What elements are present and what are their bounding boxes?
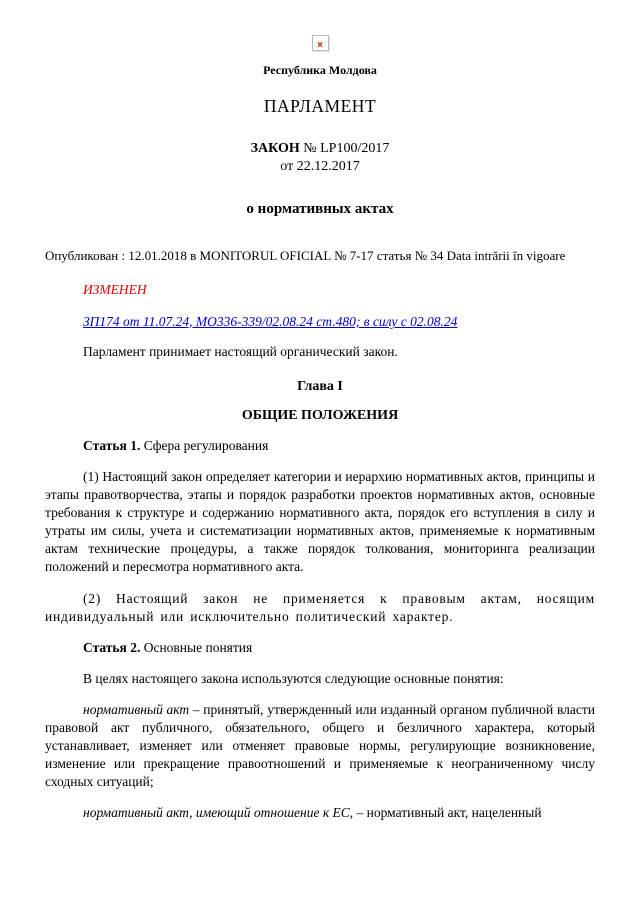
article-1-title: Сфера регулирования <box>143 437 269 453</box>
article-2-heading <box>45 639 595 657</box>
parliament-title: ПАРЛАМЕНТ <box>263 95 377 116</box>
article-2-label: Статья 2. <box>83 639 141 655</box>
article-1-label: Статья 1. <box>83 437 141 453</box>
chapter-heading: Глава I <box>297 378 343 394</box>
law-number-line <box>45 141 595 157</box>
law-date: от 22.12.2017 <box>280 158 360 174</box>
chapter-title: ОБЩИЕ ПОЛОЖЕНИЯ <box>241 407 399 423</box>
amendment-row <box>83 314 595 330</box>
definition-eu-related-act <box>45 804 595 822</box>
article-2-intro: В целях настоящего закона используются следующие основные понятия: <box>83 670 504 686</box>
article-1-heading <box>45 437 595 455</box>
amended-label: ИЗМЕНЕН <box>83 281 147 297</box>
definition-1-text: – принятый, утвержденный или изданный органом публичной власти правовой акт публичного, обязательного, общего и безличного характера, который устанавливает, изменяет или отменяет правовые нормы, регулирующие возникновение, изменение или прекращение правоотношений и применяемые к неограниченному числу сходных ситуаций; <box>45 701 595 790</box>
law-number: № LP100/2017 <box>299 140 390 156</box>
article-2-title: Основные понятия <box>143 639 253 655</box>
article-1-paragraph-2: (2) Настоящий закон не применяется к правовым актам, носящим индивидуальный или исключительно политический характер. <box>45 590 595 624</box>
intro-paragraph: Парламент принимает настоящий органический закон. <box>83 343 398 359</box>
law-label: ЗАКОН <box>250 140 300 156</box>
definition-2-term: нормативный акт, имеющий отношение к ЕС, <box>83 805 354 821</box>
published-line: Опубликован : 12.01.2018 в MONITORUL OFICIAL № 7-17 статья № 34 Data intrării în vigoare <box>45 247 566 263</box>
definition-2-text: – нормативный акт, нацеленный <box>353 805 542 821</box>
broken-image-icon <box>312 35 329 51</box>
definition-1-term: нормативный акт <box>83 701 190 717</box>
amendment-link[interactable]: ЗП174 от 11.07.24, MO336-339/02.08.24 ст.480; в силу с 02.08.24 <box>83 313 458 329</box>
country-title: Республика Молдова <box>263 62 377 77</box>
article-1-paragraph-1: (1) Настоящий закон определяет категории и иерархию нормативных актов, принципы и этапы правотворчества, этапы и порядок разработки проектов нормативных актов, основные требования к структуре и содержанию нормативного акта, порядок его вступления в силу и утраты им силы, учета и систематизации нормативных актов, применяемые к нормативным актам технические процедуры, а также порядок толкования, мониторинга реализации положений и пересмотра нормативного акта. <box>45 469 595 575</box>
definition-normative-act <box>45 701 595 791</box>
broken-image-row <box>45 34 595 51</box>
broken-image-x-glyph: × <box>317 39 323 51</box>
document-title: о нормативных актах <box>246 200 394 217</box>
